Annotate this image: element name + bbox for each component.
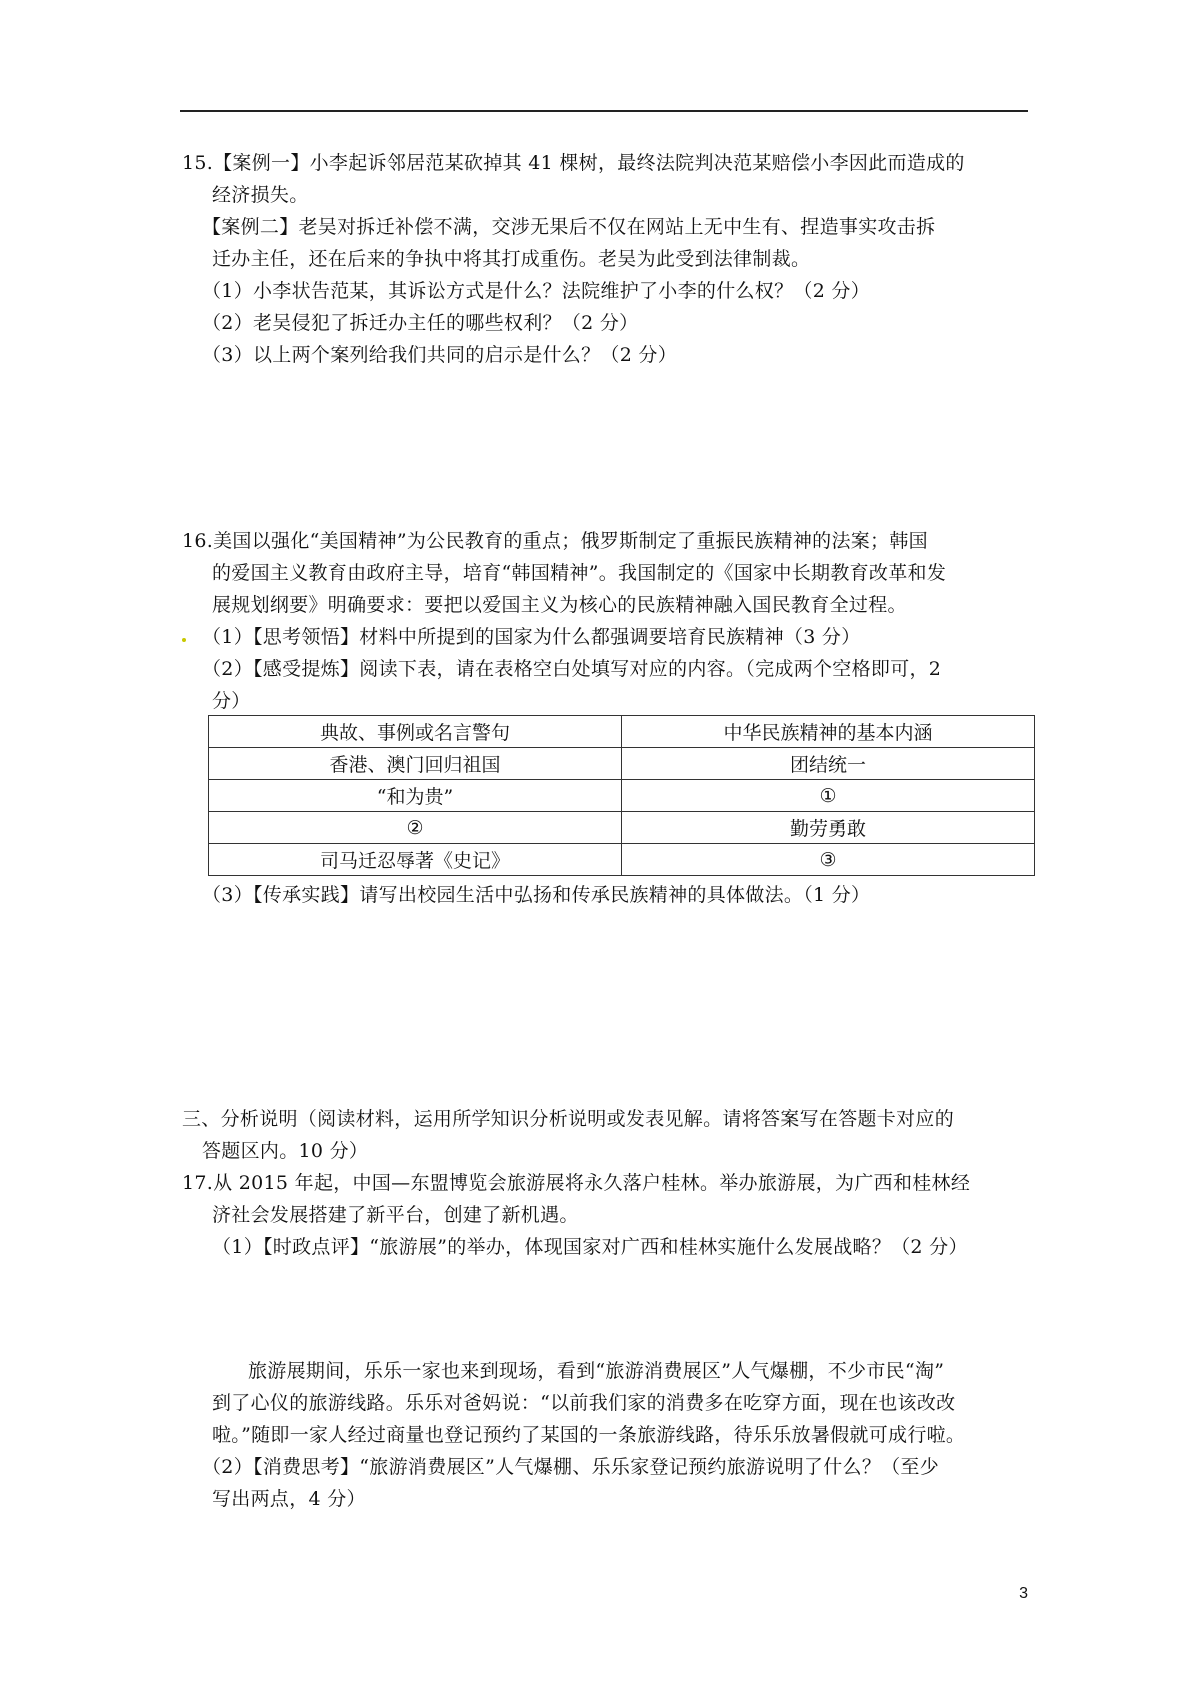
q16-subquestion-1: （1）【思考领悟】材料中所提到的国家为什么都强调要培育民族精神（3 分） (202, 626, 861, 648)
q17-passage-1: 旅游展期间，乐乐一家也来到现场，看到“旅游消费展区”人气爆棚，不少市民“淘” (248, 1360, 945, 1382)
q16-line-2: 的爱国主义教育由政府主导，培育“韩国精神”。我国制定的《国家中长期教育改革和发 (212, 562, 947, 584)
q15-subquestion-3: （3）以上两个案列给我们共同的启示是什么？（2 分） (202, 344, 678, 366)
q17-line-1: 17.从 2015 年起，中国—东盟博览会旅游展将永久落户桂林。举办旅游展，为广西和桂林经 (182, 1172, 971, 1194)
q17-subquestion-2: （2）【消费思考】“旅游消费展区”人气爆棚、乐乐家登记预约旅游说明了什么？（至少 (202, 1456, 940, 1478)
q17-line-2: 济社会发展搭建了新平台，创建了新机遇。 (212, 1204, 579, 1226)
spirit-table (208, 715, 1035, 876)
section-3-heading-cont: 答题区内。10 分） (202, 1140, 369, 1162)
page-number: 3 (1019, 1585, 1028, 1602)
q15-line-1: 15.【案例一】小李起诉邻居范某砍掉其 41 棵树，最终法院判决范某赔偿小李因此而造成的 (182, 152, 965, 174)
q16-line-3: 展规划纲要》明确要求：要把以爱国主义为核心的民族精神融入国民教育全过程。 (212, 594, 907, 616)
table-cell-blank-1: ① (622, 780, 1035, 812)
table-cell-blank-3: ③ (622, 844, 1035, 876)
q17-passage-2: 到了心仪的旅游线路。乐乐对爸妈说：“以前我们家的消费多在吃穿方面，现在也该改改 (212, 1392, 956, 1414)
table-row (209, 844, 1035, 876)
table-cell-blank-2: ② (209, 812, 622, 844)
q16-line-1: 16.美国以强化“美国精神”为公民教育的重点；俄罗斯制定了重振民族精神的法案；韩国 (182, 530, 928, 552)
q15-subquestion-2: （2）老吴侵犯了拆迁办主任的哪些权利？（2 分） (202, 312, 639, 334)
table-cell: 司马迁忍辱著《史记》 (209, 844, 622, 876)
table-row (209, 748, 1035, 780)
q17-subquestion-2-cont: 写出两点，4 分） (212, 1488, 366, 1510)
table-cell: 团结统一 (622, 748, 1035, 780)
q17-passage-3: 啦。”随即一家人经过商量也登记预约了某国的一条旅游线路，待乐乐放暑假就可成行啦。 (212, 1424, 966, 1446)
q16-subquestion-3: （3）【传承实践】请写出校园生活中弘扬和传承民族精神的具体做法。（1 分） (202, 884, 871, 906)
q15-line-3: 【案例二】老吴对拆迁补偿不满，交涉无果后不仅在网站上无中生有、捏造事实攻击拆 (202, 216, 936, 238)
table-header-row (209, 716, 1035, 748)
table-header-cell: 典故、事例或名言警句 (209, 716, 622, 748)
table-header-cell: 中华民族精神的基本内涵 (622, 716, 1035, 748)
table-row (209, 812, 1035, 844)
q17-subquestion-1: （1）【时政点评】“旅游展”的举办，体现国家对广西和桂林实施什么发展战略？（2 分） (212, 1236, 968, 1258)
table-cell: 勤劳勇敢 (622, 812, 1035, 844)
header-rule (180, 110, 1028, 112)
q16-subquestion-2-cont: 分） (212, 690, 251, 712)
q15-subquestion-1: （1）小李状告范某，其诉讼方式是什么？法院维护了小李的什么权？（2 分） (202, 280, 871, 302)
stray-mark (182, 638, 186, 642)
q15-line-2: 经济损失。 (212, 184, 309, 206)
section-3-heading: 三、分析说明（阅读材料，运用所学知识分析说明或发表见解。请将答案写在答题卡对应的 (182, 1108, 955, 1130)
q15-line-4: 迁办主任，还在后来的争执中将其打成重伤。老吴为此受到法律制裁。 (212, 248, 811, 270)
table-cell: “和为贵” (209, 780, 622, 812)
table-row (209, 780, 1035, 812)
table-cell: 香港、澳门回归祖国 (209, 748, 622, 780)
q16-subquestion-2: （2）【感受提炼】阅读下表，请在表格空白处填写对应的内容。（完成两个空格即可，2 (202, 658, 942, 680)
